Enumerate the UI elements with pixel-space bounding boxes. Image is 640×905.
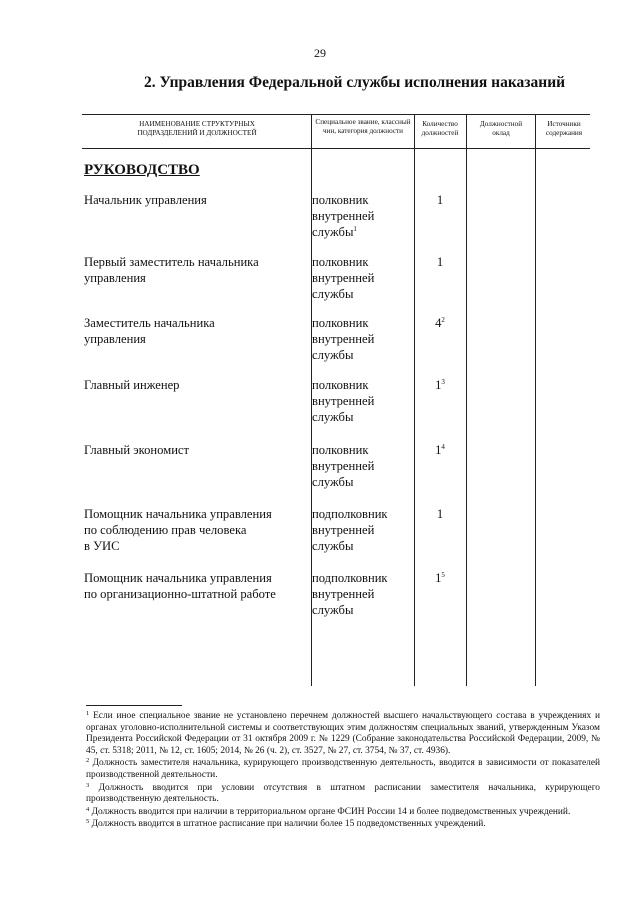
footnote-ref: 2 bbox=[441, 316, 445, 324]
header-salary: Должностной оклад bbox=[479, 120, 523, 137]
footnote-ref: 3 bbox=[441, 378, 445, 386]
header-rank: Специальное звание, классный чин, категория должности bbox=[315, 118, 411, 135]
special-rank: полковник внутренней службы$^1$ bbox=[312, 193, 375, 239]
col-divider-4 bbox=[535, 114, 536, 686]
page-number: 29 bbox=[314, 46, 326, 60]
col-divider-2 bbox=[414, 114, 415, 686]
position-name: Главный экономист bbox=[84, 443, 190, 457]
staff-table bbox=[82, 114, 590, 686]
position-name: Помощник начальника управления по организационно-штатной работе bbox=[84, 571, 276, 601]
special-rank: подполковник внутренней службы bbox=[312, 571, 388, 617]
special-rank: подполковник внутренней службы bbox=[312, 507, 388, 553]
header-source: Источники содержания bbox=[545, 120, 583, 137]
header-quantity: Количество должностей bbox=[421, 120, 459, 137]
position-count: 1 bbox=[436, 193, 444, 207]
footnote-ref: 1 bbox=[353, 225, 357, 233]
position-count: 1 bbox=[436, 255, 444, 269]
footnote: $^5$ Должность вводится в штатное расписание при наличии более 15 подведомственных учреждений. bbox=[86, 818, 486, 830]
position-count: $4^2$ bbox=[435, 316, 445, 330]
footnotes bbox=[86, 711, 600, 832]
footnote: $^3$ Должность вводится при условии отсутствия в штатном расписании заместителя начальника, курирующего производственную деятельность. bbox=[86, 781, 600, 805]
position-name: Первый заместитель начальника управления bbox=[84, 255, 259, 285]
page-title: 2. Управления Федеральной службы исполнения наказаний bbox=[144, 74, 566, 91]
footnote-separator bbox=[86, 705, 182, 706]
special-rank: полковник внутренней службы bbox=[312, 255, 375, 301]
footnote: $^2$ Должность заместителя начальника, курирующего производственную деятельность, вводится в зависимости от показателей производственной деятельности. bbox=[86, 757, 601, 780]
position-count: 1 bbox=[436, 507, 444, 521]
position-count: $1^5$ bbox=[435, 571, 445, 585]
footnote-ref: 4 bbox=[441, 443, 445, 451]
position-name: Заместитель начальника управления bbox=[84, 316, 215, 346]
position-name: Помощник начальника управления по соблюдению прав человека в УИС bbox=[84, 507, 272, 553]
footnote-ref: 5 bbox=[441, 571, 445, 579]
position-name: Начальник управления bbox=[84, 193, 207, 207]
position-count: $1^3$ bbox=[435, 378, 445, 392]
special-rank: полковник внутренней службы bbox=[312, 443, 375, 489]
header-bottom-border bbox=[82, 148, 590, 149]
special-rank: полковник внутренней службы bbox=[312, 316, 375, 362]
position-count: $1^4$ bbox=[435, 443, 445, 457]
footnote: $^1$ Если иное специальное звание не установлено перечнем должностей высшего начальствующего состава в учреждениях и органах уголовно-исполнительной системы и соответствующих этим должностям специальных званий, утвержденным Указом Президента Российской Федерации от 31 октября 2009 г. № 1229 (Собрание законодательства Российской Федерации, 2009, № 45, ст. 5318; 2011, № 12, ст. 1605; 2014, № 26 (ч. 2), ст. 3527, № 27, ст. 3754, № 37, ст. 4936). bbox=[86, 710, 600, 756]
table-top-border bbox=[82, 114, 590, 115]
section-heading: РУКОВОДСТВО bbox=[84, 162, 200, 178]
position-name: Главный инженер bbox=[84, 378, 180, 392]
special-rank: полковник внутренней службы bbox=[312, 378, 375, 424]
footnote: $^4$ Должность вводится при наличии в территориальном органе ФСИН России 14 и более подведомственных учреждений. bbox=[86, 805, 571, 817]
col-divider-3 bbox=[466, 114, 467, 686]
header-name: НАИМЕНОВАНИЕ СТРУКТУРНЫХ ПОДРАЗДЕЛЕНИЙ И ДОЛЖНОСТЕЙ bbox=[137, 120, 257, 137]
